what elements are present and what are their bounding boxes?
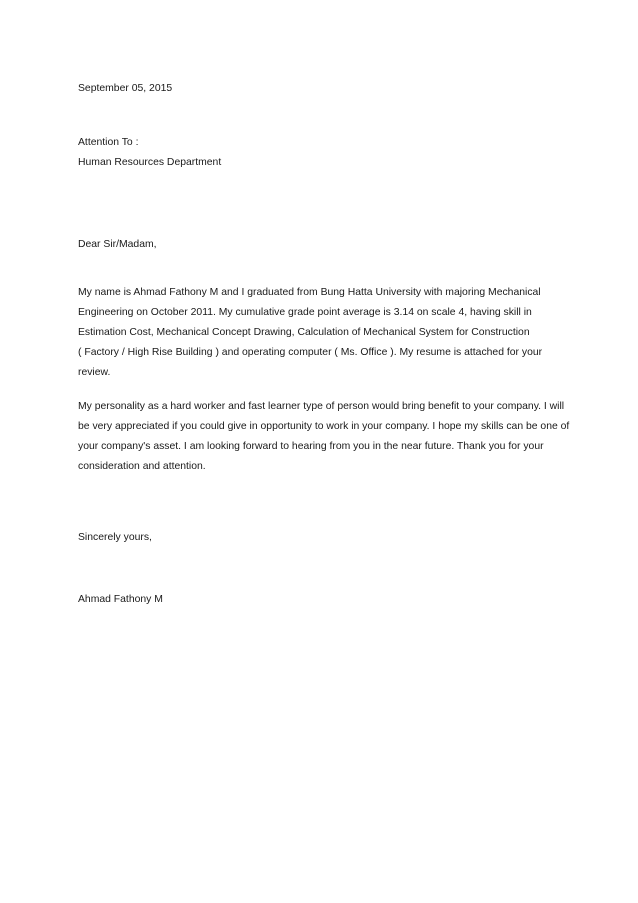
cover-letter <box>78 79 570 610</box>
attention-label: Attention To : <box>78 137 139 148</box>
paragraph-line: be very appreciated if you could give in opportunity to work in your company. I hope my skills can be one of <box>78 421 570 432</box>
paragraph-line: your company's asset. I am looking forward to hearing from you in the near future. Thank you for your <box>78 441 544 452</box>
attention-block <box>78 133 548 173</box>
paragraph-line: review. <box>78 367 111 378</box>
paragraph-line: Engineering on October 2011. My cumulative grade point average is 3.14 on scale 4, having skill in <box>78 307 532 318</box>
body-paragraph-2 <box>78 397 570 477</box>
attention-department: Human Resources Department <box>78 157 222 168</box>
paragraph-line: Estimation Cost, Mechanical Concept Drawing, Calculation of Mechanical System for Construction <box>78 327 530 338</box>
letter-date: September 05, 2015 <box>78 83 173 94</box>
paragraph-line: My personality as a hard worker and fast learner type of person would bring benefit to your company. I will <box>78 401 565 412</box>
salutation: Dear Sir/Madam, <box>78 239 157 250</box>
paragraph-line: My name is Ahmad Fathony M and I graduated from Bung Hatta University with majoring Mechanical <box>78 287 541 298</box>
closing: Sincerely yours, <box>78 532 152 543</box>
paragraph-line: consideration and attention. <box>78 461 206 472</box>
body-paragraph-1 <box>78 283 548 383</box>
paragraph-line: ( Factory / High Rise Building ) and operating computer ( Ms. Office ). My resume is attached for your <box>78 347 543 358</box>
signature-name: Ahmad Fathony M <box>78 594 163 605</box>
